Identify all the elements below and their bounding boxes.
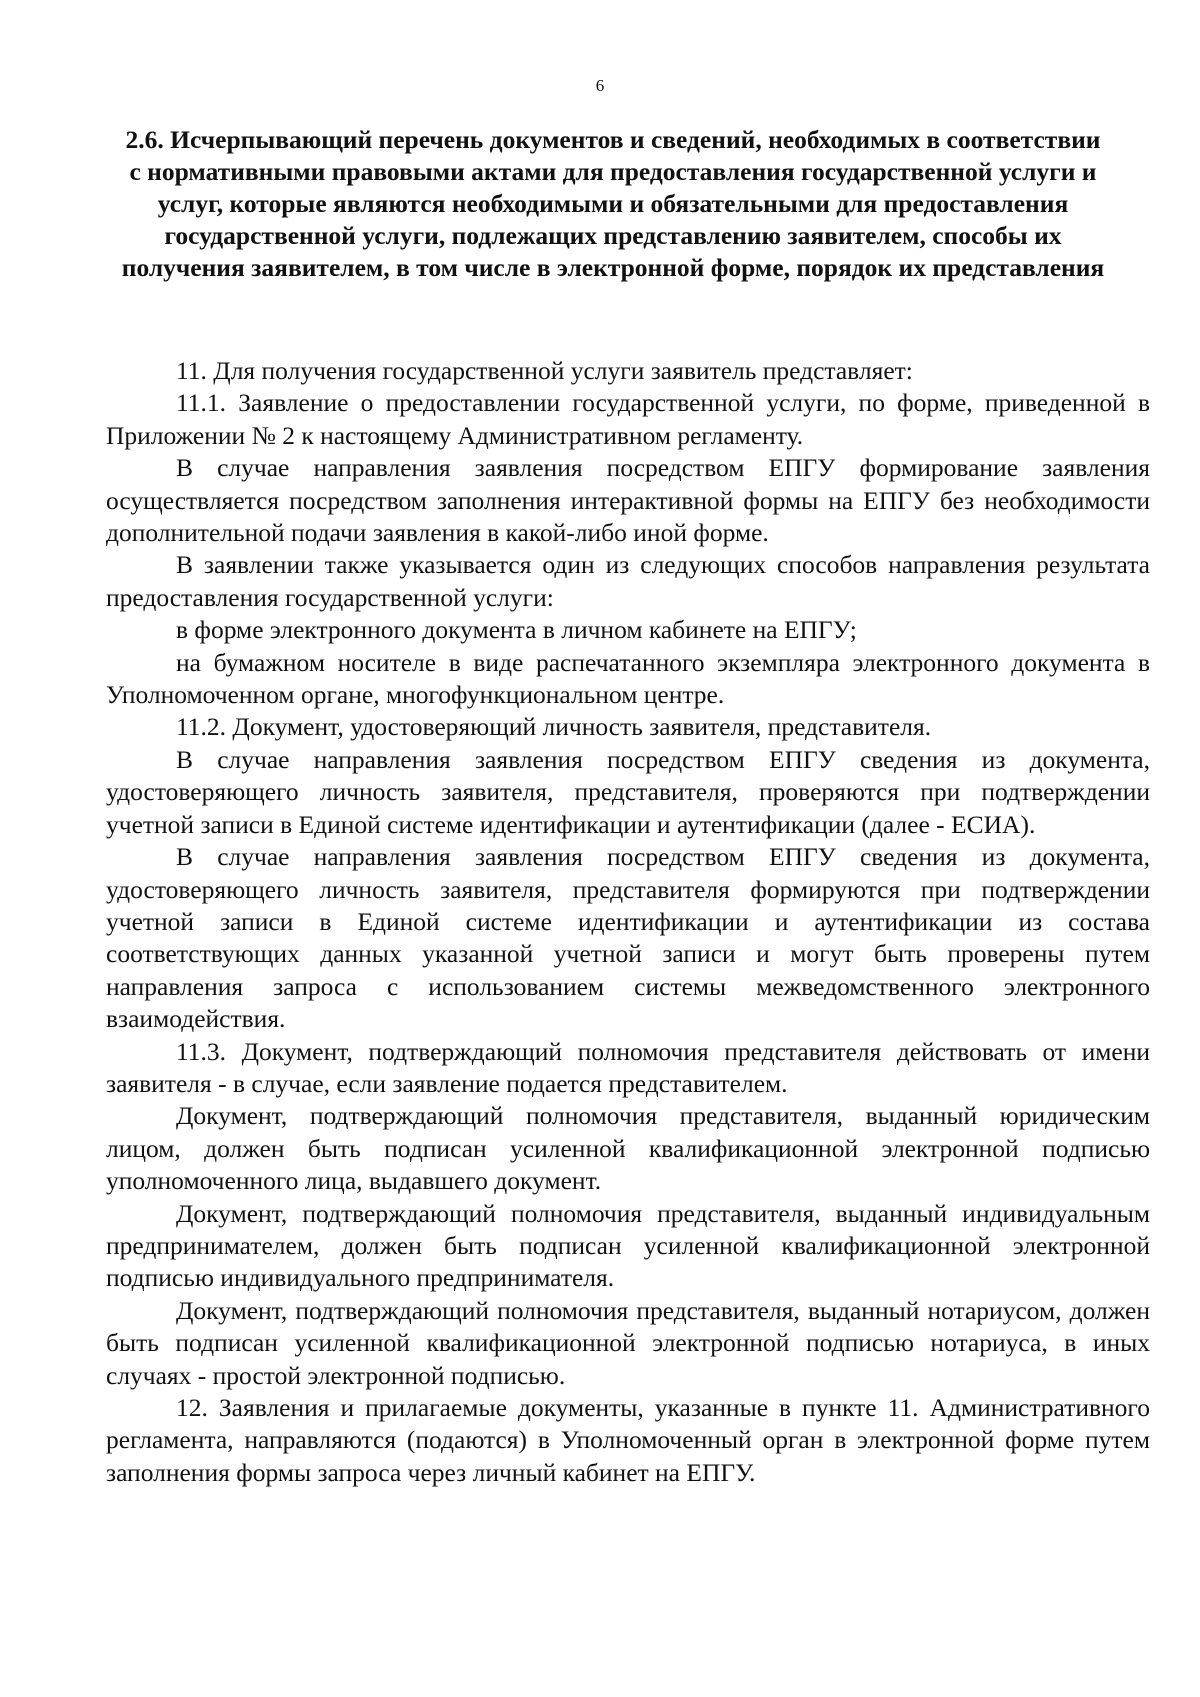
paragraph: Документ, подтверждающий полномочия представителя, выданный юридическим лицом, должен быть подписан усиленной квалификационной электронной подписью уполномоченного лица, выдавшего документ. — [106, 1101, 1150, 1196]
paragraph: 11.3. Документ, подтверждающий полномочия представителя действовать от имени заявителя - в случае, если заявление подается представителем. — [106, 1036, 1150, 1098]
paragraph: в форме электронного документа в личном кабинете на ЕПГУ; — [176, 615, 857, 645]
paragraph: 11. Для получения государственной услуги заявитель представляет: — [176, 356, 913, 385]
paragraph: 11.1. Заявление о предоставлении государственной услуги, по форме, приведенной в Приложении № 2 к настоящему Административном регламенту. — [106, 388, 1150, 450]
paragraph: В заявлении также указывается один из следующих способов направления результата предоставления государственной услуги: — [106, 550, 1150, 612]
paragraph: В случае направления заявления посредством ЕПГУ формирование заявления осуществляется посредством заполнения интерактивной формы на ЕПГУ без необходимости дополнительной подачи заявления в какой-либо иной форме. — [106, 453, 1150, 548]
paragraph: В случае направления заявления посредством ЕПГУ сведения из документа, удостоверяющего личность заявителя, представителя, проверяются при подтверждении учетной записи в Единой системе идентификации и аутентификации (далее - ЕСИА). — [106, 744, 1150, 839]
paragraph: на бумажном носителе в виде распечатанного экземпляра электронного документа в Уполномоченном органе, многофункциональном центре. — [106, 647, 1150, 710]
paragraph: Документ, подтверждающий полномочия представителя, выданный индивидуальным предпринимателем, должен быть подписан усиленной квалификационной электронной подписью индивидуального предпринимателя. — [106, 1198, 1150, 1293]
paragraph: Документ, подтверждающий полномочия представителя, выданный нотариусом, должен быть подписан усиленной квалификационной электронной подписью нотариуса, в иных случаях - простой электронной подписью. — [106, 1295, 1150, 1390]
section-heading: 2.6. Исчерпывающий перечень документов и сведений, необходимых в соответствии с нормативными правовыми актами для предоставления государственной услуги и услуг, которые являются необходимыми и обязательными для предоставления государственной услуги, подлежащих представлению заявителем, способы их получения заявителем, в том числе в электронной форме, порядок их представления — [121, 125, 1105, 282]
paragraph: 12. Заявления и прилагаемые документы, указанные в пункте 11. Административного регламента, направляются (подаются) в Уполномоченный орган в электронной форме путем заполнения формы запроса через личный кабинет на ЕПГУ. — [106, 1393, 1150, 1487]
page-number: 6 — [595, 76, 605, 95]
paragraph: 11.2. Документ, удостоверяющий личность заявителя, представителя. — [176, 712, 932, 742]
body-text — [106, 355, 1150, 1489]
paragraph: В случае направления заявления посредством ЕПГУ сведения из документа, удостоверяющего личность заявителя, представителя формируются при подтверждении учетной записи в Единой системе идентификации и аутентификации из состава соответствующих данных указанной учетной записи и могут быть проверены путем направления запроса с использованием системы межведомственного электронного взаимодействия. — [106, 842, 1150, 1034]
